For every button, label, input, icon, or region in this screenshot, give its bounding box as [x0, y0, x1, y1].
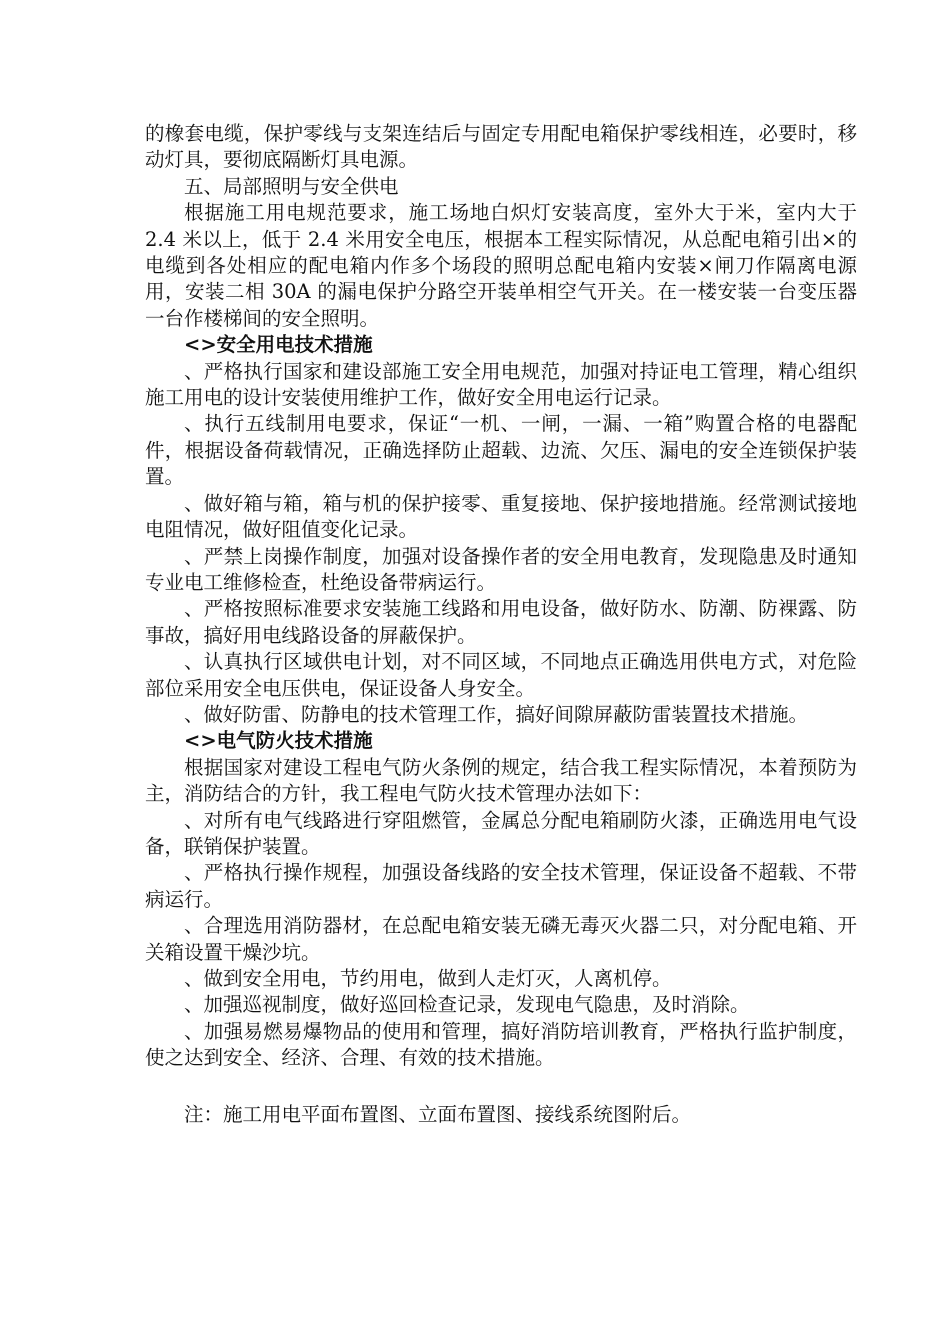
paragraph-fire-item: 、加强巡视制度，做好巡回检查记录，发现电气隐患，及时消除。: [184, 993, 750, 1017]
paragraph-lighting-requirements: 根据施工用电规范要求，施工场地白炽灯安装高度，室外大于米，室内大于 2.4 米以上，低于 2.4 米用安全电压，根据本工程实际情况，从总配电箱引出×的电缆到各处相应的配电箱内作多个场段的照明总配电箱内安装×闸刀作隔离电源用，安装二相 30A 的漏电保护分路空开装单相空气开关。在一楼安装一台变压器一台作楼梯间的安全照明。: [145, 201, 857, 330]
paragraph-safety-item: 、做好防雷、防静电的技术管理工作，搞好间隙屏蔽防雷装置技术措施。: [184, 702, 809, 726]
heading-fire-prevention-measures: <>电气防火技术措施: [184, 729, 373, 753]
paragraph-safety-item: 、严格执行国家和建设部施工安全用电规范，加强对持证电工管理，精心组织施工用电的设计安装使用维护工作，做好安全用电运行记录。: [145, 359, 857, 410]
document-note: 注：施工用电平面布置图、立面布置图、接线系统图附后。: [184, 1102, 692, 1126]
paragraph-safety-item: 、严格按照标准要求安装施工线路和用电设备，做好防水、防潮、防裸露、防事故，搞好用电线路设备的屏蔽保护。: [145, 597, 857, 647]
section-title-local-lighting: 五、局部照明与安全供电: [184, 174, 399, 198]
paragraph-fire-item: 、加强易燃易爆物品的使用和管理，搞好消防培训教育，严格执行监护制度，使之达到安全、经济、合理、有效的技术措施。: [145, 1019, 857, 1070]
paragraph-fire-item: 、对所有电气线路进行穿阻燃管，金属总分配电箱刷防火漆，正确选用电气设备，联销保护装置。: [145, 808, 857, 858]
paragraph-safety-item: 、执行五线制用电要求，保证“一机、一闸，一漏、一箱”购置合格的电器配件，根据设备荷载情况，正确选择防止超载、边流、欠压、漏电的安全连锁保护装置。: [145, 412, 857, 489]
paragraph-fire-item: 、合理选用消防器材，在总配电箱安装无磷无毒灭火器二只，对分配电箱、开关箱设置干燥沙坑。: [145, 914, 857, 964]
paragraph-continuation: 的橡套电缆，保护零线与支架连结后与固定专用配电箱保护零线相连，必要时，移动灯具，要彻底隔断灯具电源。: [145, 122, 857, 172]
paragraph-safety-item: 、认真执行区域供电计划，对不同区域，不同地点正确选用供电方式，对危险部位采用安全电压供电，保证设备人身安全。: [145, 650, 857, 700]
paragraph-safety-item: 、做好箱与箱，箱与机的保护接零、重复接地、保护接地措施。经常测试接地电阻情况，做好阻值变化记录。: [145, 491, 857, 542]
document-body: [145, 121, 857, 1128]
paragraph-fire-item: 、严格执行操作规程，加强设备线路的安全技术管理，保证设备不超载、不带病运行。: [145, 861, 857, 911]
paragraph-fire-item: 、做到安全用电，节约用电，做到人走灯灭，人离机停。: [184, 967, 672, 990]
paragraph-fire-intro: 根据国家对建设工程电气防火条例的规定，结合我工程实际情况，本着预防为主，消防结合的方针，我工程电气防火技术管理办法如下：: [145, 755, 857, 806]
paragraph-safety-item: 、严禁上岗操作制度，加强对设备操作者的安全用电教育，发现隐患及时通知专业电工维修检查，杜绝设备带病运行。: [145, 544, 857, 594]
heading-electrical-safety-measures: <>安全用电技术措施: [184, 333, 373, 357]
